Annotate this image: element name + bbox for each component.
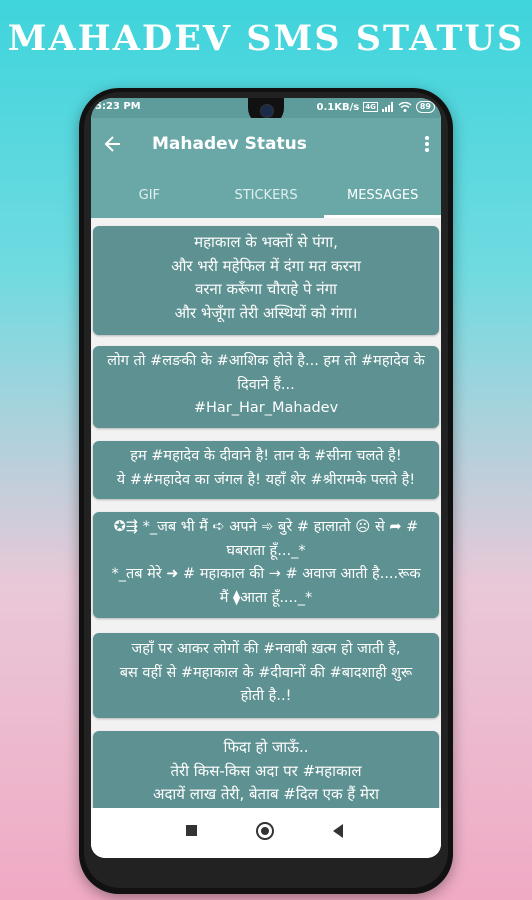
message-card[interactable]	[93, 512, 439, 618]
message-line: दिवाने हैं...	[237, 376, 295, 393]
status-time: 5:23 PM	[95, 101, 141, 112]
message-line: वरना करूँगा चौराहे पे नंगा	[195, 280, 337, 298]
message-line: *_तब मेरे ➜ # महाकाल की → # अवाज आती है....रूक	[111, 566, 421, 582]
message-card[interactable]	[93, 226, 439, 335]
message-line: #Har_Har_Mahadev	[193, 400, 339, 416]
message-line: होती है..!	[240, 688, 292, 704]
camera-icon	[260, 104, 274, 118]
message-line: तेरी किस-किस अदा पर #महाकाल	[170, 761, 362, 780]
tab-bar	[91, 174, 441, 218]
arrow-back-icon[interactable]	[103, 132, 123, 156]
message-line: और भेजूँगा तेरी अस्थियों को गंगा।	[174, 303, 358, 322]
back-triangle-icon[interactable]	[333, 824, 343, 838]
message-card[interactable]	[93, 731, 439, 808]
message-card[interactable]	[93, 633, 439, 718]
message-line: मैं ⧫आता हूँ...._*	[219, 589, 313, 606]
status-icons	[317, 101, 435, 113]
message-line: घबराता हूँ..._*	[226, 542, 306, 559]
message-card[interactable]	[93, 441, 439, 499]
message-card[interactable]	[93, 346, 439, 428]
tab-gif[interactable]: GIF	[138, 188, 161, 203]
message-line: बस वहीं से #महाकाल के #दीवानों की #बादशाही शुरू	[119, 664, 413, 681]
message-line: और भरी महेफिल में दंगा मत करना	[171, 256, 361, 275]
tab-stickers[interactable]: STICKERS	[234, 188, 298, 203]
phone-screen	[91, 98, 441, 858]
message-line: ✪⇶ *_जब भी मैं ➪ अपने ➾ बुरे # हालातो ☹ से ➦ #	[113, 519, 419, 535]
message-line: लोग तो #लङकी के #आशिक होते है... हम तो #महादेव के	[107, 353, 425, 369]
wifi-icon	[398, 102, 412, 112]
message-line: फिदा हो जाऊँ..	[223, 738, 309, 756]
app-title: Mahadev Status	[152, 134, 307, 154]
tab-messages[interactable]: MESSAGES	[324, 174, 441, 218]
message-line: हम #महादेव के दीवाने है! तान के #सीना चलते है!	[130, 448, 402, 464]
more-vert-icon[interactable]	[423, 134, 431, 156]
network-speed: 0.1KB/s	[316, 101, 360, 113]
message-line: ये ##महादेव का जंगल है! यहाँ शेर #श्रीरामके पलते है!	[116, 471, 416, 488]
message-line: अदायें लाख तेरी, बेताब #दिल एक हैं मेरा	[153, 785, 379, 803]
recents-square-icon[interactable]	[186, 825, 197, 836]
message-line: महाकाल के भक्तों से पंगा,	[194, 233, 338, 251]
message-list[interactable]	[91, 218, 441, 808]
app-bar	[91, 118, 441, 174]
home-circle-icon[interactable]	[256, 822, 274, 840]
volte-icon: 4G	[365, 103, 376, 111]
message-line: जहाँ पर आकर लोगों की #नवाबी ख़त्म हो जाती है,	[131, 641, 401, 657]
promo-title: MAHADEV SMS STATUS	[7, 18, 525, 59]
signal-icon	[382, 102, 394, 112]
battery-icon: 89	[416, 101, 435, 113]
system-nav-bar	[91, 808, 441, 858]
